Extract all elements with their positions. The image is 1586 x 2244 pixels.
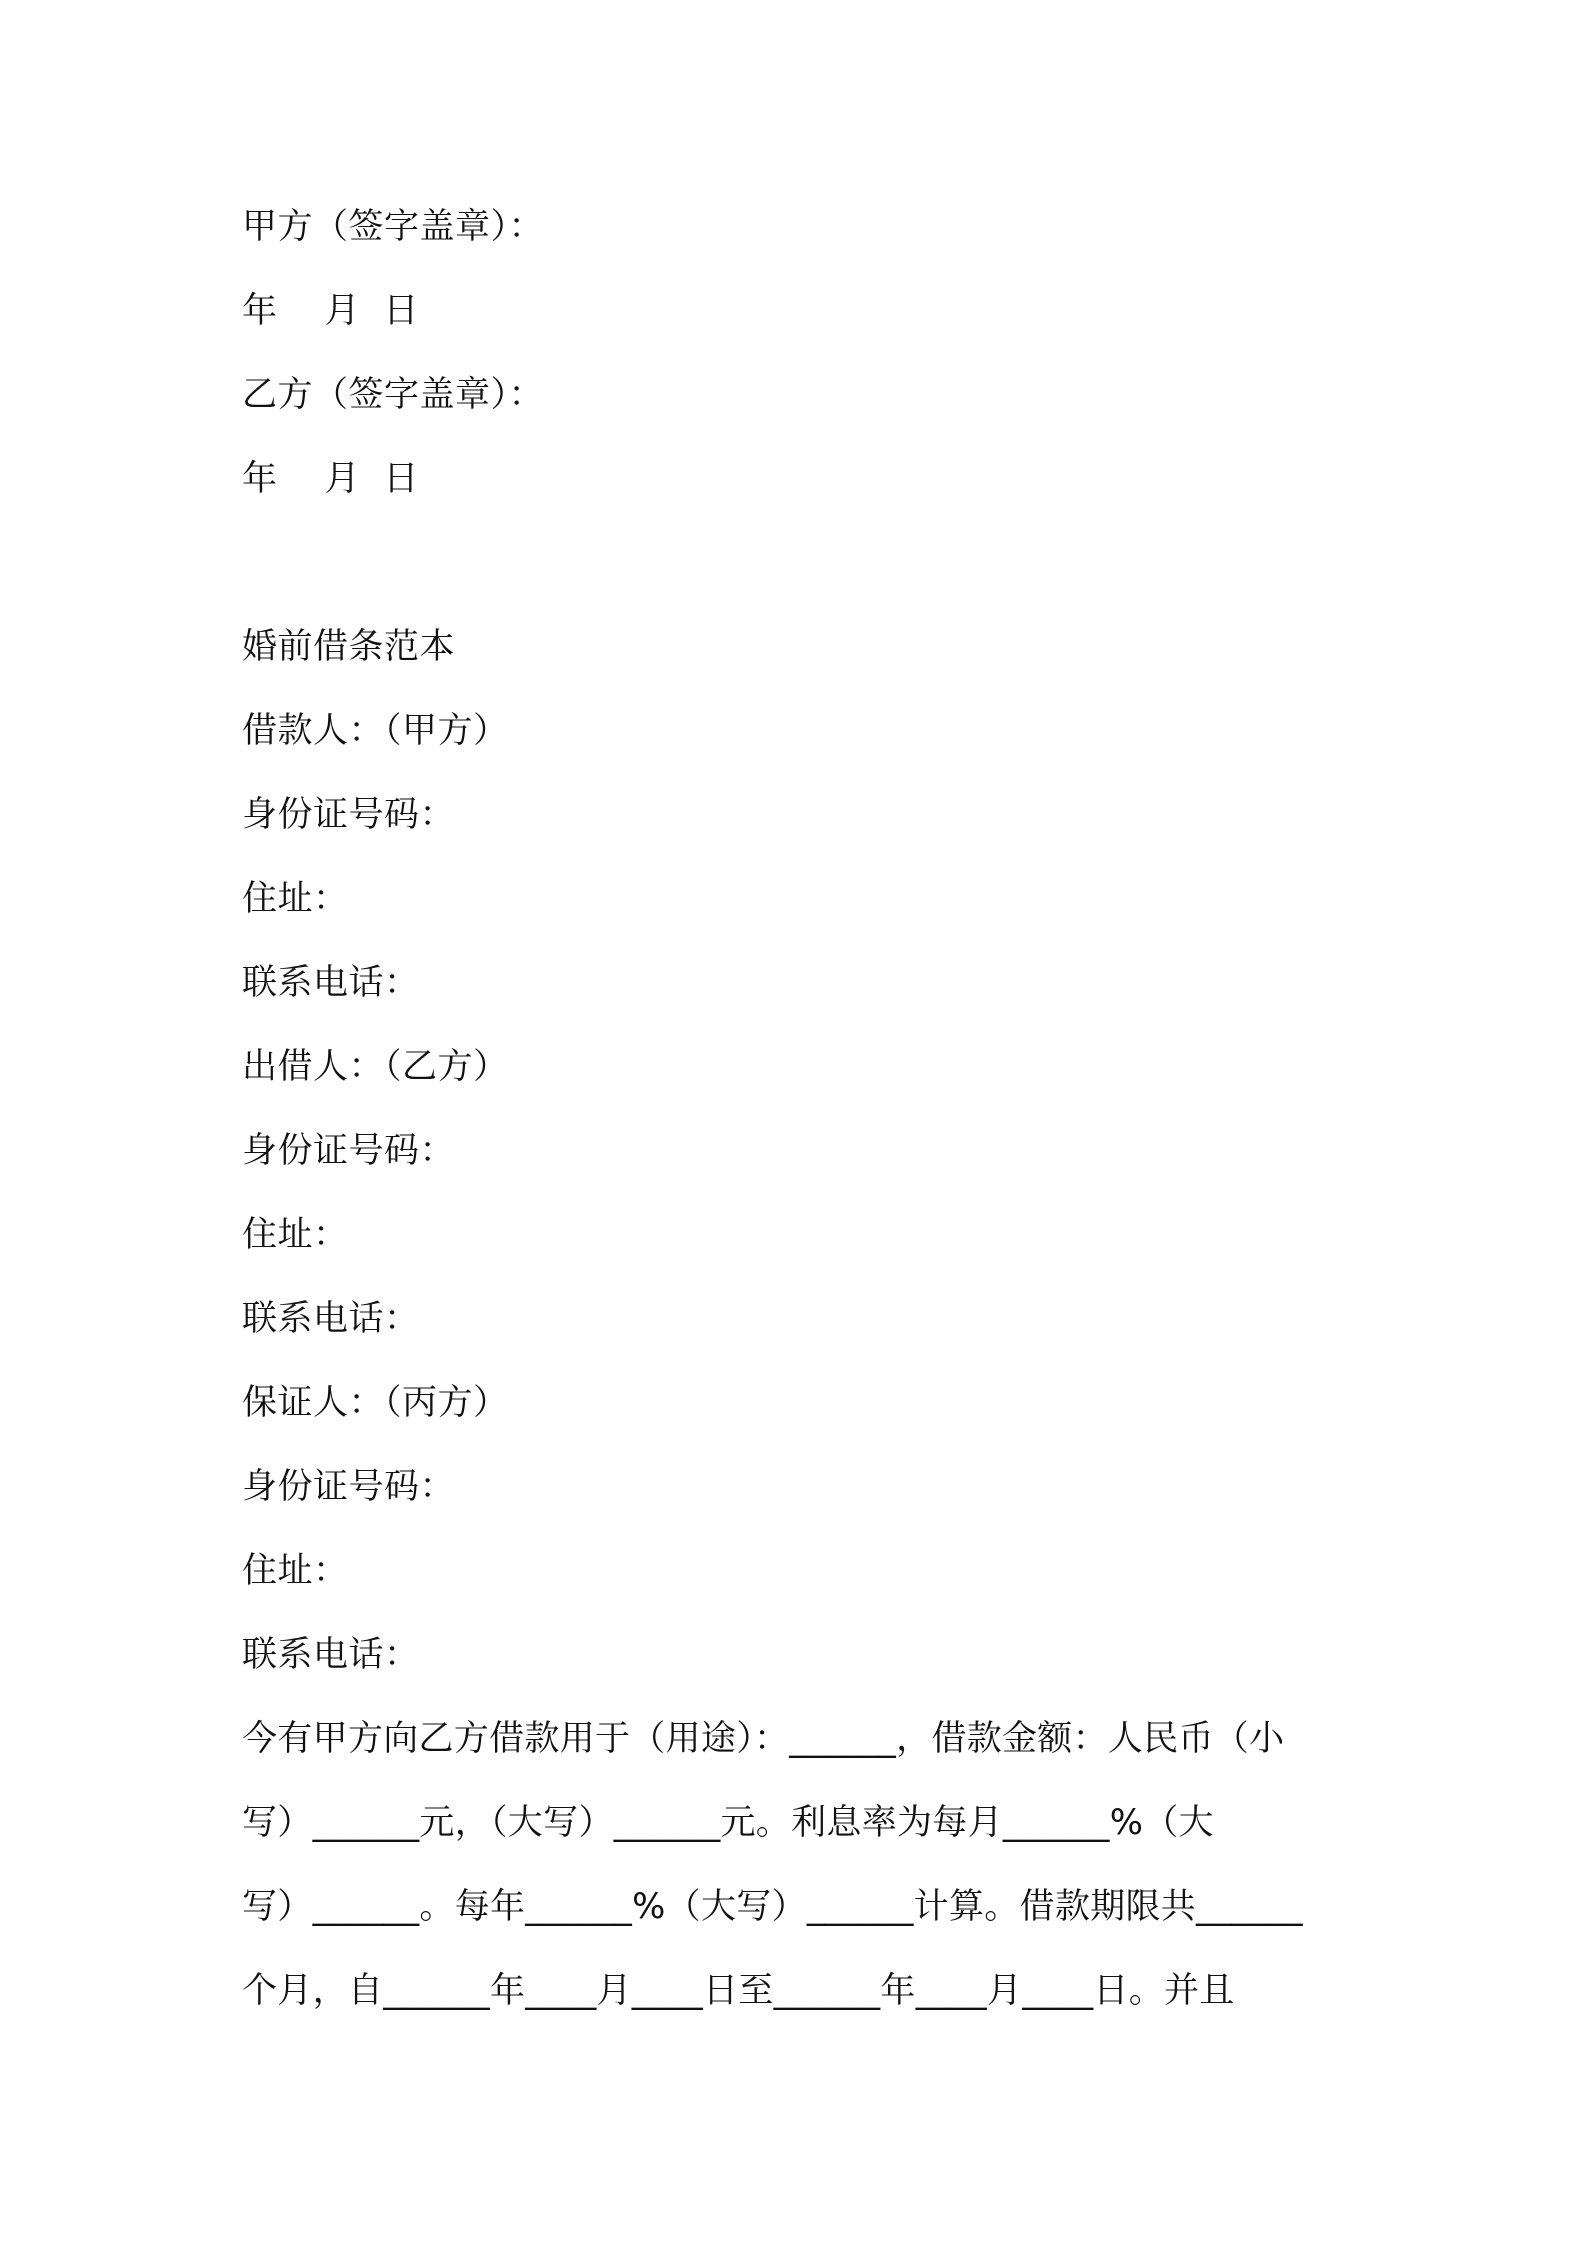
borrower-id-label: 身份证号码： xyxy=(242,795,456,835)
guarantor-id-label: 身份证号码： xyxy=(242,1467,456,1507)
party-a-signature-label: 甲方（签字盖章）： xyxy=(242,207,545,247)
guarantor-address-label: 住址： xyxy=(242,1551,349,1591)
lender-phone-label: 联系电话： xyxy=(242,1299,420,1339)
guarantor-label: 保证人：（丙方） xyxy=(242,1383,509,1423)
party-a-date: 年 月 日 xyxy=(242,291,419,331)
borrower-phone-label: 联系电话： xyxy=(242,963,420,1003)
lender-label: 出借人：（乙方） xyxy=(242,1047,509,1087)
party-b-date: 年 月 日 xyxy=(242,459,419,499)
borrower-address-label: 住址： xyxy=(242,879,349,919)
party-b-signature-label: 乙方（签字盖章）： xyxy=(242,375,545,415)
borrower-label: 借款人：（甲方） xyxy=(242,711,509,751)
document-title: 婚前借条范本 xyxy=(242,627,456,667)
loan-terms-line: 今有甲方向乙方借款用于（用途）：______，借款金额：人民币（小 xyxy=(242,1719,1285,1759)
loan-terms-line: 写）______。每年______%（大写）______计算。借款期限共______ xyxy=(242,1887,1303,1927)
lender-id-label: 身份证号码： xyxy=(242,1131,456,1171)
loan-terms-line: 个月，自______年____月____日至______年____月____日。并且 xyxy=(242,1971,1235,2011)
lender-address-label: 住址： xyxy=(242,1215,349,1255)
guarantor-phone-label: 联系电话： xyxy=(242,1635,420,1675)
loan-terms-line: 写）______元，（大写）______元。利息率为每月______%（大 xyxy=(242,1803,1214,1843)
